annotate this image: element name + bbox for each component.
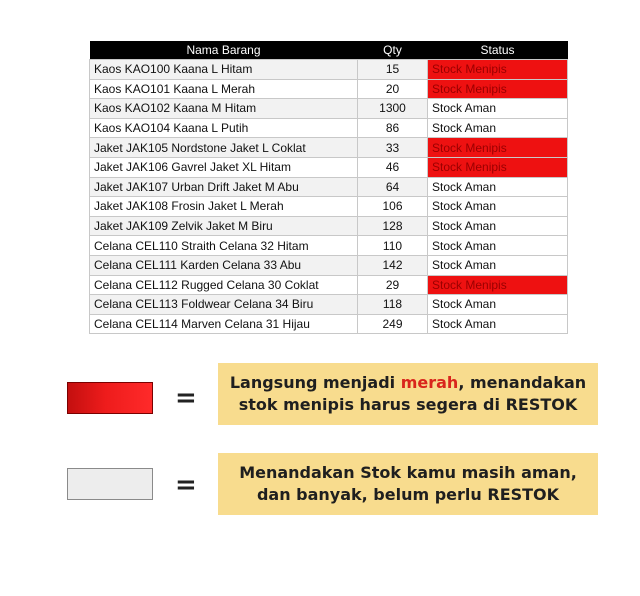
table-row [90, 295, 568, 315]
qty-cell[interactable]: 64 [358, 177, 428, 197]
status-cell[interactable]: Stock Menipis [428, 138, 568, 158]
item-name-cell[interactable]: Kaos KAO102 Kaana M Hitam [90, 99, 358, 119]
item-name-cell[interactable]: Celana CEL113 Foldwear Celana 34 Biru [90, 295, 358, 315]
table-row [90, 60, 568, 80]
table-row [90, 157, 568, 177]
status-cell[interactable]: Stock Menipis [428, 60, 568, 80]
table-body [90, 60, 568, 334]
merah-highlight: merah [400, 373, 459, 392]
stock-table [89, 41, 568, 334]
qty-cell[interactable]: 29 [358, 275, 428, 295]
header-qty: Qty [358, 41, 428, 60]
status-cell[interactable]: Stock Aman [428, 197, 568, 217]
table-header-row [90, 41, 568, 60]
red-legend-text-end: , menandakan [458, 373, 587, 392]
qty-cell[interactable]: 118 [358, 295, 428, 315]
header-status: Status [428, 41, 568, 60]
status-cell[interactable]: Stock Aman [428, 118, 568, 138]
gray-swatch [67, 468, 153, 500]
item-name-cell[interactable]: Jaket JAK105 Nordstone Jaket L Coklat [90, 138, 358, 158]
item-name-cell[interactable]: Jaket JAK106 Gavrel Jaket XL Hitam [90, 157, 358, 177]
table-row [90, 314, 568, 334]
item-name-cell[interactable]: Jaket JAK107 Urban Drift Jaket M Abu [90, 177, 358, 197]
item-name-cell[interactable]: Jaket JAK108 Frosin Jaket L Merah [90, 197, 358, 217]
status-cell[interactable]: Stock Menipis [428, 79, 568, 99]
red-legend-text-start: Langsung menjadi [229, 373, 401, 392]
red-legend-line2: stok menipis harus segera di RESTOK [238, 395, 578, 414]
red-swatch [67, 382, 153, 414]
qty-cell[interactable]: 142 [358, 255, 428, 275]
status-cell[interactable]: Stock Aman [428, 177, 568, 197]
qty-cell[interactable]: 1300 [358, 99, 428, 119]
item-name-cell[interactable]: Celana CEL114 Marven Celana 31 Hijau [90, 314, 358, 334]
item-name-cell[interactable]: Kaos KAO100 Kaana L Hitam [90, 60, 358, 80]
table-row [90, 255, 568, 275]
qty-cell[interactable]: 128 [358, 216, 428, 236]
gray-legend-line1: Menandakan Stok kamu masih aman, [239, 463, 577, 482]
item-name-cell[interactable]: Celana CEL110 Straith Celana 32 Hitam [90, 236, 358, 256]
table-row [90, 275, 568, 295]
status-cell[interactable]: Stock Aman [428, 216, 568, 236]
qty-cell[interactable]: 46 [358, 157, 428, 177]
table-row [90, 138, 568, 158]
item-name-cell[interactable]: Kaos KAO104 Kaana L Putih [90, 118, 358, 138]
item-name-cell[interactable]: Kaos KAO101 Kaana L Merah [90, 79, 358, 99]
status-cell[interactable]: Stock Aman [428, 236, 568, 256]
status-cell[interactable]: Stock Aman [428, 99, 568, 119]
item-name-cell[interactable]: Celana CEL112 Rugged Celana 30 Coklat [90, 275, 358, 295]
table-row [90, 197, 568, 217]
status-cell[interactable]: Stock Menipis [428, 275, 568, 295]
item-name-cell[interactable]: Jaket JAK109 Zelvik Jaket M Biru [90, 216, 358, 236]
qty-cell[interactable]: 86 [358, 118, 428, 138]
gray-legend-line2: dan banyak, belum perlu RESTOK [256, 485, 560, 504]
qty-cell[interactable]: 106 [358, 197, 428, 217]
red-legend-note [218, 363, 598, 425]
status-cell[interactable]: Stock Aman [428, 295, 568, 315]
equals-sign-gray: = [175, 470, 197, 500]
equals-sign-red: = [175, 383, 197, 413]
status-cell[interactable]: Stock Aman [428, 314, 568, 334]
header-nama-barang: Nama Barang [90, 41, 358, 60]
table-row [90, 79, 568, 99]
table-row [90, 99, 568, 119]
item-name-cell[interactable]: Celana CEL111 Karden Celana 33 Abu [90, 255, 358, 275]
qty-cell[interactable]: 15 [358, 60, 428, 80]
red-legend-line1 [218, 372, 598, 394]
gray-legend-note [218, 453, 598, 515]
status-cell[interactable]: Stock Aman [428, 255, 568, 275]
table-row [90, 177, 568, 197]
table-row [90, 236, 568, 256]
qty-cell[interactable]: 110 [358, 236, 428, 256]
qty-cell[interactable]: 249 [358, 314, 428, 334]
table-row [90, 118, 568, 138]
table-row [90, 216, 568, 236]
qty-cell[interactable]: 33 [358, 138, 428, 158]
status-cell[interactable]: Stock Menipis [428, 157, 568, 177]
qty-cell[interactable]: 20 [358, 79, 428, 99]
